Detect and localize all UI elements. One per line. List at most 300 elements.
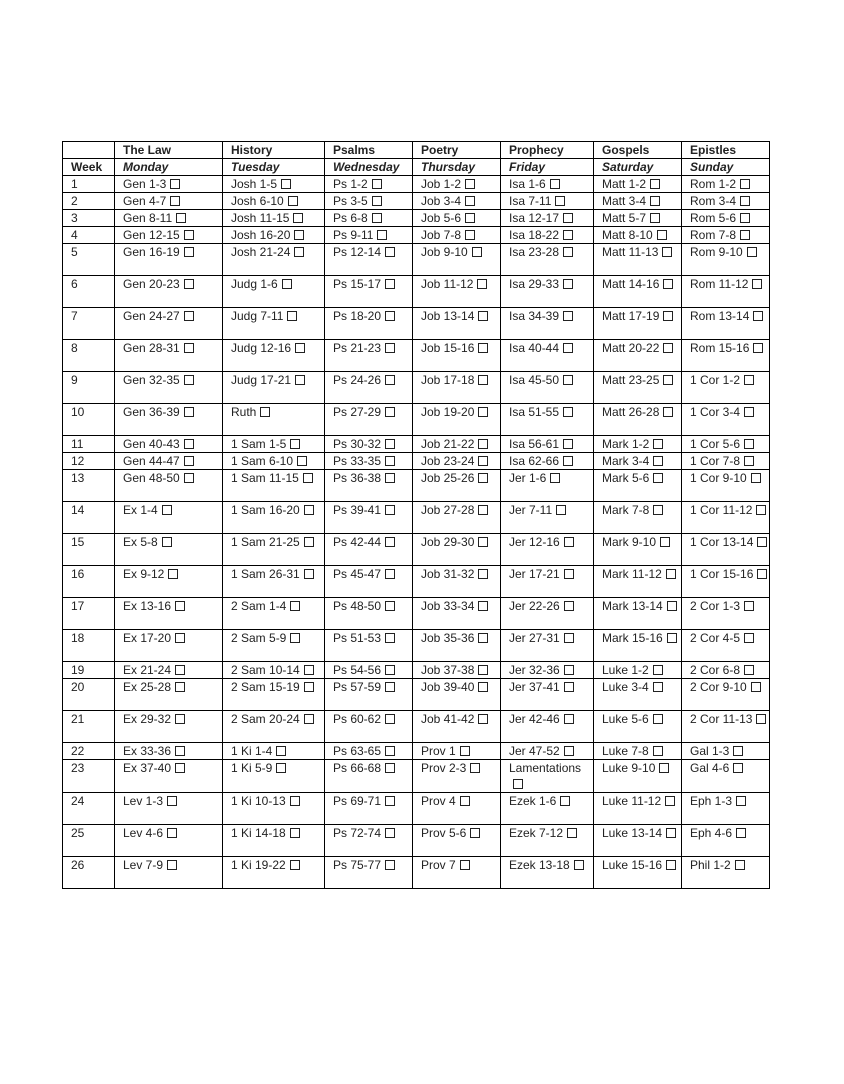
checkbox-icon[interactable] (465, 213, 475, 223)
checkbox-icon[interactable] (175, 714, 185, 724)
reading-label: 1 Cor 3-4 (690, 405, 741, 419)
checkbox-icon[interactable] (297, 456, 307, 466)
checkbox-icon[interactable] (478, 505, 488, 515)
reading-label: Ex 33-36 (123, 744, 172, 758)
checkbox-icon[interactable] (385, 569, 395, 579)
checkbox-icon[interactable] (478, 375, 488, 385)
reading-cell (501, 210, 594, 227)
reading-label: Isa 7-11 (509, 194, 552, 208)
checkbox-icon[interactable] (167, 828, 177, 838)
reading-cell (223, 372, 325, 404)
checkbox-icon[interactable] (653, 665, 663, 675)
checkbox-icon[interactable] (478, 682, 488, 692)
checkbox-icon[interactable] (465, 179, 475, 189)
reading-cell (413, 711, 501, 743)
checkbox-icon[interactable] (653, 505, 663, 515)
checkbox-icon[interactable] (564, 746, 574, 756)
table-row (63, 502, 770, 534)
reading-cell (594, 534, 682, 566)
checkbox-icon[interactable] (736, 796, 746, 806)
reading-cell (501, 534, 594, 566)
checkbox-icon[interactable] (470, 828, 480, 838)
checkbox-icon[interactable] (733, 746, 743, 756)
reading-cell (594, 566, 682, 598)
checkbox-icon[interactable] (184, 473, 194, 483)
checkbox-icon[interactable] (290, 796, 300, 806)
checkbox-icon[interactable] (385, 665, 395, 675)
checkbox-icon[interactable] (385, 505, 395, 515)
checkbox-icon[interactable] (757, 537, 767, 547)
checkbox-icon[interactable] (260, 407, 270, 417)
reading-label: Lev 1-3 (123, 794, 164, 808)
reading-cell (115, 662, 223, 679)
checkbox-icon[interactable] (665, 796, 675, 806)
checkbox-icon[interactable] (385, 247, 395, 257)
checkbox-icon[interactable] (564, 665, 574, 675)
checkbox-icon[interactable] (295, 343, 305, 353)
reading-cell (501, 404, 594, 436)
reading-label: Matt 11-13 (602, 245, 659, 259)
reading-label: Ex 1-4 (123, 503, 158, 517)
checkbox-icon[interactable] (385, 311, 395, 321)
checkbox-icon[interactable] (385, 796, 395, 806)
week-number: 25 (63, 825, 115, 857)
checkbox-icon[interactable] (657, 230, 667, 240)
reading-cell (594, 711, 682, 743)
reading-cell (325, 276, 413, 308)
checkbox-icon[interactable] (304, 714, 314, 724)
checkbox-icon[interactable] (744, 456, 754, 466)
table-row (63, 662, 770, 679)
reading-cell (501, 857, 594, 889)
checkbox-icon[interactable] (478, 473, 488, 483)
checkbox-icon[interactable] (478, 633, 488, 643)
reading-label: Gen 12-15 (123, 228, 180, 242)
reading-cell (413, 276, 501, 308)
reading-cell (115, 210, 223, 227)
reading-cell (594, 210, 682, 227)
checkbox-icon[interactable] (564, 682, 574, 692)
reading-label: Isa 56-61 (509, 437, 560, 451)
reading-cell (413, 193, 501, 210)
checkbox-icon[interactable] (653, 473, 663, 483)
checkbox-icon[interactable] (663, 407, 673, 417)
checkbox-icon[interactable] (663, 311, 673, 321)
checkbox-icon[interactable] (175, 633, 185, 643)
reading-label: Isa 29-33 (509, 277, 560, 291)
checkbox-icon[interactable] (478, 456, 488, 466)
checkbox-icon[interactable] (659, 763, 669, 773)
reading-label: 2 Sam 10-14 (231, 663, 300, 677)
checkbox-icon[interactable] (460, 796, 470, 806)
checkbox-icon[interactable] (175, 682, 185, 692)
checkbox-icon[interactable] (564, 633, 574, 643)
checkbox-icon[interactable] (744, 439, 754, 449)
reading-label: 1 Cor 5-6 (690, 437, 741, 451)
checkbox-icon[interactable] (465, 196, 475, 206)
reading-cell (501, 340, 594, 372)
checkbox-icon[interactable] (385, 343, 395, 353)
checkbox-icon[interactable] (735, 860, 745, 870)
reading-cell (594, 470, 682, 502)
checkbox-icon[interactable] (304, 682, 314, 692)
checkbox-icon[interactable] (478, 569, 488, 579)
reading-cell (223, 276, 325, 308)
checkbox-icon[interactable] (563, 311, 573, 321)
checkbox-icon[interactable] (385, 763, 395, 773)
checkbox-icon[interactable] (753, 311, 763, 321)
checkbox-icon[interactable] (653, 714, 663, 724)
checkbox-icon[interactable] (653, 682, 663, 692)
checkbox-icon[interactable] (470, 763, 480, 773)
checkbox-icon[interactable] (282, 279, 292, 289)
checkbox-icon[interactable] (563, 213, 573, 223)
checkbox-icon[interactable] (377, 230, 387, 240)
checkbox-icon[interactable] (184, 311, 194, 321)
reading-cell (501, 679, 594, 711)
checkbox-icon[interactable] (290, 860, 300, 870)
checkbox-icon[interactable] (660, 537, 670, 547)
checkbox-icon[interactable] (650, 196, 660, 206)
week-number: 13 (63, 470, 115, 502)
table-row (63, 534, 770, 566)
reading-label: Phil 1-2 (690, 858, 731, 872)
reading-cell (501, 502, 594, 534)
checkbox-icon[interactable] (757, 569, 767, 579)
checkbox-icon[interactable] (744, 665, 754, 675)
checkbox-icon[interactable] (556, 505, 566, 515)
reading-cell (594, 502, 682, 534)
checkbox-icon[interactable] (564, 601, 574, 611)
checkbox-icon[interactable] (276, 763, 286, 773)
checkbox-icon[interactable] (747, 247, 757, 257)
checkbox-icon[interactable] (294, 247, 304, 257)
checkbox-icon[interactable] (736, 828, 746, 838)
checkbox-icon[interactable] (184, 279, 194, 289)
checkbox-icon[interactable] (753, 343, 763, 353)
reading-cell (682, 176, 770, 193)
checkbox-icon[interactable] (385, 633, 395, 643)
reading-cell (413, 436, 501, 453)
reading-label: Isa 40-44 (509, 341, 560, 355)
checkbox-icon[interactable] (740, 196, 750, 206)
checkbox-icon[interactable] (288, 196, 298, 206)
reading-cell (413, 340, 501, 372)
checkbox-icon[interactable] (385, 407, 395, 417)
checkbox-icon[interactable] (385, 828, 395, 838)
table-row (63, 210, 770, 227)
checkbox-icon[interactable] (184, 247, 194, 257)
reading-label: Luke 11-12 (602, 794, 662, 808)
checkbox-icon[interactable] (478, 407, 488, 417)
checkbox-icon[interactable] (385, 860, 395, 870)
checkbox-icon[interactable] (170, 179, 180, 189)
reading-label: Ex 9-12 (123, 567, 165, 581)
reading-plan-body (63, 176, 770, 889)
table-row (63, 453, 770, 470)
reading-label: Ps 1-2 (333, 177, 368, 191)
checkbox-icon[interactable] (740, 230, 750, 240)
reading-cell (413, 372, 501, 404)
checkbox-icon[interactable] (550, 473, 560, 483)
checkbox-icon[interactable] (663, 343, 673, 353)
checkbox-icon[interactable] (663, 279, 673, 289)
checkbox-icon[interactable] (653, 439, 663, 449)
checkbox-icon[interactable] (276, 746, 286, 756)
checkbox-icon[interactable] (460, 860, 470, 870)
checkbox-icon[interactable] (184, 407, 194, 417)
reading-label: Job 19-20 (421, 405, 475, 419)
reading-cell (223, 502, 325, 534)
checkbox-icon[interactable] (281, 179, 291, 189)
checkbox-icon[interactable] (564, 714, 574, 724)
checkbox-icon[interactable] (751, 682, 761, 692)
week-number: 6 (63, 276, 115, 308)
reading-label: Matt 23-25 (602, 373, 660, 387)
checkbox-icon[interactable] (744, 375, 754, 385)
checkbox-icon[interactable] (555, 196, 565, 206)
reading-cell (501, 176, 594, 193)
reading-label: Ps 69-71 (333, 794, 382, 808)
checkbox-icon[interactable] (162, 505, 172, 515)
checkbox-icon[interactable] (653, 746, 663, 756)
reading-label: Ps 54-56 (333, 663, 382, 677)
reading-cell (501, 227, 594, 244)
checkbox-icon[interactable] (175, 763, 185, 773)
reading-cell (413, 566, 501, 598)
week-number: 11 (63, 436, 115, 453)
reading-cell (501, 453, 594, 470)
reading-label: 1 Ki 10-13 (231, 794, 286, 808)
reading-label: Isa 51-55 (509, 405, 560, 419)
reading-cell (682, 743, 770, 760)
reading-label: Ps 12-14 (333, 245, 382, 259)
checkbox-icon[interactable] (167, 860, 177, 870)
checkbox-icon[interactable] (756, 505, 766, 515)
checkbox-icon[interactable] (650, 213, 660, 223)
checkbox-icon[interactable] (290, 439, 300, 449)
checkbox-icon[interactable] (385, 714, 395, 724)
checkbox-icon[interactable] (472, 247, 482, 257)
reading-label: Ruth (231, 405, 257, 419)
reading-cell (682, 372, 770, 404)
reading-cell (115, 598, 223, 630)
reading-cell (413, 743, 501, 760)
checkbox-icon[interactable] (184, 439, 194, 449)
checkbox-icon[interactable] (385, 682, 395, 692)
checkbox-icon[interactable] (385, 439, 395, 449)
checkbox-icon[interactable] (550, 179, 560, 189)
checkbox-icon[interactable] (564, 569, 574, 579)
checkbox-icon[interactable] (563, 456, 573, 466)
week-number: 9 (63, 372, 115, 404)
checkbox-icon[interactable] (740, 179, 750, 189)
checkbox-icon[interactable] (744, 601, 754, 611)
checkbox-icon[interactable] (290, 601, 300, 611)
checkbox-icon[interactable] (176, 213, 186, 223)
checkbox-icon[interactable] (560, 796, 570, 806)
checkbox-icon[interactable] (162, 537, 172, 547)
reading-label: Jer 32-36 (509, 663, 560, 677)
checkbox-icon[interactable] (290, 828, 300, 838)
reading-cell (682, 502, 770, 534)
reading-label: Job 27-28 (421, 503, 475, 517)
reading-label: Matt 1-2 (602, 177, 647, 191)
checkbox-icon[interactable] (372, 179, 382, 189)
checkbox-icon[interactable] (564, 537, 574, 547)
reading-label: Luke 3-4 (602, 680, 649, 694)
reading-cell (413, 630, 501, 662)
reading-label: Matt 17-19 (602, 309, 660, 323)
checkbox-icon[interactable] (563, 247, 573, 257)
checkbox-icon[interactable] (175, 746, 185, 756)
checkbox-icon[interactable] (175, 665, 185, 675)
checkbox-icon[interactable] (385, 473, 395, 483)
checkbox-icon[interactable] (304, 569, 314, 579)
checkbox-icon[interactable] (563, 439, 573, 449)
reading-label: Eph 1-3 (690, 794, 733, 808)
reading-label: Josh 21-24 (231, 245, 291, 259)
checkbox-icon[interactable] (478, 439, 488, 449)
reading-cell (682, 193, 770, 210)
checkbox-icon[interactable] (752, 279, 762, 289)
checkbox-icon[interactable] (287, 311, 297, 321)
day-header-wednesday: Wednesday (325, 159, 413, 176)
checkbox-icon[interactable] (563, 279, 573, 289)
checkbox-icon[interactable] (740, 213, 750, 223)
checkbox-icon[interactable] (304, 665, 314, 675)
checkbox-icon[interactable] (465, 230, 475, 240)
reading-cell (325, 453, 413, 470)
checkbox-icon[interactable] (666, 860, 676, 870)
checkbox-icon[interactable] (170, 196, 180, 206)
checkbox-icon[interactable] (666, 828, 676, 838)
reading-cell (115, 276, 223, 308)
reading-cell (115, 679, 223, 711)
reading-cell (594, 404, 682, 436)
checkbox-icon[interactable] (184, 375, 194, 385)
checkbox-icon[interactable] (304, 505, 314, 515)
checkbox-icon[interactable] (563, 407, 573, 417)
reading-cell (594, 176, 682, 193)
checkbox-icon[interactable] (385, 746, 395, 756)
checkbox-icon[interactable] (663, 375, 673, 385)
checkbox-icon[interactable] (372, 196, 382, 206)
checkbox-icon[interactable] (184, 343, 194, 353)
checkbox-icon[interactable] (751, 473, 761, 483)
checkbox-icon[interactable] (478, 601, 488, 611)
checkbox-icon[interactable] (667, 601, 677, 611)
checkbox-icon[interactable] (175, 601, 185, 611)
checkbox-icon[interactable] (478, 343, 488, 353)
checkbox-icon[interactable] (184, 456, 194, 466)
reading-label: Gen 32-35 (123, 373, 180, 387)
reading-label: Ps 21-23 (333, 341, 382, 355)
reading-label: Job 39-40 (421, 680, 475, 694)
checkbox-icon[interactable] (184, 230, 194, 240)
checkbox-icon[interactable] (385, 375, 395, 385)
checkbox-icon[interactable] (385, 601, 395, 611)
table-row (63, 176, 770, 193)
reading-label: Rom 1-2 (690, 177, 737, 191)
checkbox-icon[interactable] (563, 230, 573, 240)
reading-label: Gen 20-23 (123, 277, 180, 291)
category-header (63, 142, 115, 159)
reading-label: Ps 57-59 (333, 680, 382, 694)
checkbox-icon[interactable] (574, 860, 584, 870)
checkbox-icon[interactable] (650, 179, 660, 189)
checkbox-icon[interactable] (372, 213, 382, 223)
table-row (63, 227, 770, 244)
reading-label: 1 Ki 19-22 (231, 858, 286, 872)
reading-label: Job 25-26 (421, 471, 475, 485)
reading-label: Jer 12-16 (509, 535, 560, 549)
reading-label: Rom 15-16 (690, 341, 750, 355)
checkbox-icon[interactable] (294, 230, 304, 240)
reading-label: Ps 42-44 (333, 535, 382, 549)
checkbox-icon[interactable] (513, 779, 523, 789)
reading-cell (223, 857, 325, 889)
checkbox-icon[interactable] (478, 537, 488, 547)
checkbox-icon[interactable] (667, 633, 677, 643)
reading-label: Job 21-22 (421, 437, 475, 451)
checkbox-icon[interactable] (290, 633, 300, 643)
reading-cell (223, 662, 325, 679)
checkbox-icon[interactable] (563, 375, 573, 385)
checkbox-icon[interactable] (478, 311, 488, 321)
reading-cell (115, 825, 223, 857)
checkbox-icon[interactable] (303, 473, 313, 483)
checkbox-icon[interactable] (744, 407, 754, 417)
checkbox-icon[interactable] (666, 569, 676, 579)
checkbox-icon[interactable] (293, 213, 303, 223)
checkbox-icon[interactable] (167, 796, 177, 806)
checkbox-icon[interactable] (385, 456, 395, 466)
week-number: 15 (63, 534, 115, 566)
table-row (63, 308, 770, 340)
reading-cell (115, 193, 223, 210)
checkbox-icon[interactable] (662, 247, 672, 257)
checkbox-icon[interactable] (477, 279, 487, 289)
checkbox-icon[interactable] (563, 343, 573, 353)
checkbox-icon[interactable] (756, 714, 766, 724)
reading-cell (501, 470, 594, 502)
reading-label: Ps 72-74 (333, 826, 382, 840)
checkbox-icon[interactable] (385, 279, 395, 289)
reading-cell (413, 598, 501, 630)
reading-cell (325, 308, 413, 340)
checkbox-icon[interactable] (478, 665, 488, 675)
reading-label: Rom 9-10 (690, 245, 743, 259)
checkbox-icon[interactable] (653, 456, 663, 466)
table-row (63, 760, 770, 793)
reading-label: Rom 3-4 (690, 194, 737, 208)
reading-label: Job 29-30 (421, 535, 475, 549)
checkbox-icon[interactable] (385, 537, 395, 547)
checkbox-icon[interactable] (744, 633, 754, 643)
checkbox-icon[interactable] (168, 569, 178, 579)
checkbox-icon[interactable] (478, 714, 488, 724)
checkbox-icon[interactable] (733, 763, 743, 773)
reading-cell (325, 176, 413, 193)
checkbox-icon[interactable] (304, 537, 314, 547)
reading-label: Ps 27-29 (333, 405, 382, 419)
checkbox-icon[interactable] (567, 828, 577, 838)
checkbox-icon[interactable] (460, 746, 470, 756)
reading-label: Ps 3-5 (333, 194, 368, 208)
checkbox-icon[interactable] (295, 375, 305, 385)
reading-label: Ps 33-35 (333, 454, 382, 468)
